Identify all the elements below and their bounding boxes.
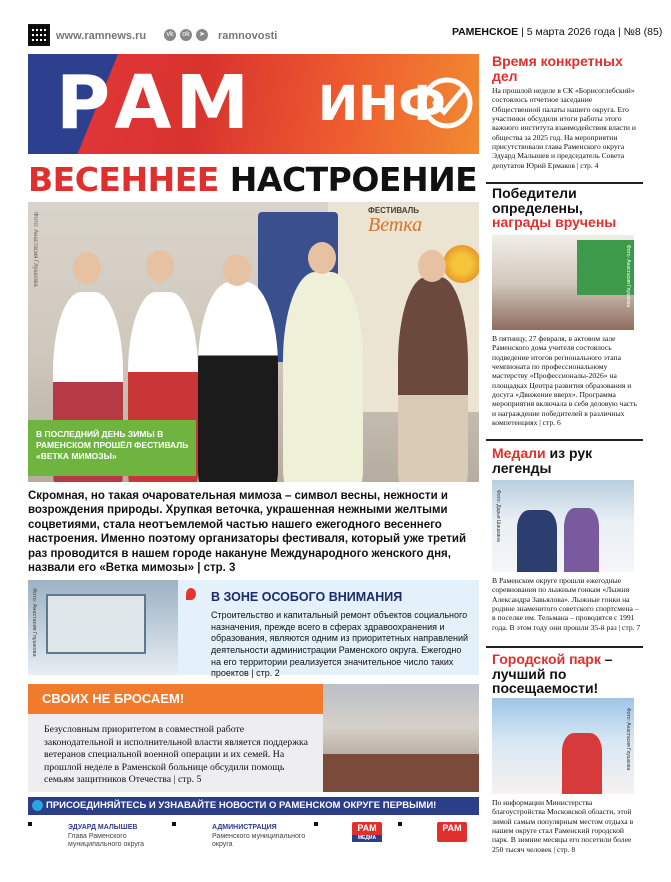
meeting-table [323, 754, 479, 792]
divider [486, 439, 643, 441]
telegram-icon[interactable]: ➤ [196, 29, 208, 41]
banner-title: Ветка [368, 214, 423, 236]
right-2-text: В пятницу, 27 февраля, в актовом зале Раменского дома учителя состоялось подведение итогов регионального этапа чемпионата по профессиональному мастерству «Профессионалы-2026» на площадках Центра развития образования и досуга «Движение вверх». Программа мероприятия включала в себя деловую часть и награждение победителей в различных компетенциях | стр. 6 [492, 334, 637, 427]
zone-photo [28, 580, 178, 675]
divider [486, 182, 643, 184]
contact-1-role: Глава Раменского муниципального округа [68, 833, 145, 849]
contact-1-name: ЭДУАРД МАЛЫШЕВ [68, 824, 138, 831]
main-headline [28, 160, 477, 199]
top-bar [0, 0, 671, 52]
right-4-credit: Фото: Анастасия Глушкова [625, 708, 631, 771]
person-head [308, 242, 336, 274]
location-pin-icon [186, 588, 196, 600]
site-link[interactable]: www.ramnews.ru [56, 30, 147, 42]
contact-2-role: Раменского муниципального округа [212, 833, 306, 849]
zone-photo-credit: Фото: Анастасия Глушкова [31, 588, 37, 657]
headline-black: НАСТРОЕНИЕ [229, 160, 478, 199]
right-2-photo[interactable] [492, 235, 634, 330]
ram-logo-text: РАМ [442, 823, 462, 833]
own-text: Безусловным приоритетом в совместной работе законодательной и исполнительной власти является поддержка ветеранов специальной военной операции и их семей. На прошлой неделе в Раменской больнице обсудили помощь семьям защитников Отечества | стр. 5 [28, 714, 323, 792]
ram-logo [437, 822, 467, 842]
headline-red: ВЕСЕННЕЕ [28, 160, 219, 199]
skier-figure [517, 510, 557, 572]
telegram-icon [32, 800, 43, 811]
qr-code-icon[interactable] [28, 822, 32, 826]
join-banner[interactable] [28, 797, 479, 815]
banner-text: ФЕСТИВАЛЬ [368, 206, 419, 215]
issue-date-number: | 5 марта 2026 года | №8 (85) [518, 26, 663, 38]
person-head [73, 252, 101, 284]
ram-media-logo [352, 822, 382, 842]
right-2-title-red: награды вручены [492, 214, 617, 231]
social-handle[interactable]: ramnovosti [218, 30, 278, 42]
person-head [418, 250, 446, 282]
qr-code-icon[interactable] [172, 822, 176, 826]
ok-icon[interactable]: ok [180, 29, 192, 41]
right-3-photo[interactable] [492, 480, 634, 572]
person-5 [398, 277, 468, 482]
right-3-text: В Раменском округе прошли ежегодные соревнования по лыжным гонкам «Лыжня Александра Завьялова». Лыжные гонки на родине знаменитого советского спортсмена – в поселке им. Тельмана – проводятся с 1991 года. В этом году они прошли 35-й раз | стр. 7 [492, 576, 641, 632]
person-head [223, 254, 251, 286]
zone-title[interactable]: В ЗОНЕ ОСОБОГО ВНИМАНИЯ [211, 590, 403, 604]
skier-figure [564, 508, 599, 572]
issue-place: РАМЕНСКОЕ [452, 26, 519, 38]
right-3-title[interactable] [492, 446, 642, 475]
right-1-title-red: Время конкретных [492, 53, 623, 69]
person-head [146, 250, 174, 282]
zone-text: Строительство и капитальный ремонт объектов социального назначения, прежде всего в сферах здравоохранения и образования, являются одним из приоритетных направлений деятельности администрации Раменского округа. Ежегодно на его территории реализуется значительное число таких проектов | стр. 2 [211, 610, 469, 679]
right-4-title[interactable] [492, 652, 642, 696]
logo-ram: РАМ [56, 60, 254, 146]
person-figure [562, 733, 602, 794]
article-own[interactable] [28, 684, 479, 792]
own-title[interactable]: СВОИХ НЕ БРОСАЕМ! [28, 684, 323, 714]
right-2-title[interactable] [492, 186, 642, 230]
person-4 [283, 272, 363, 482]
right-1-title[interactable] [492, 54, 642, 83]
right-4-text: По информации Министерства благоустройства Московской области, этой зимой самым популярным местом отдыха в нашем округе стал Раменский городской парк. В зимние месяцы его посетили более 250 тысяч человек | стр. 8 [492, 798, 634, 854]
checkmark-icon [420, 76, 474, 130]
photo-credit: Фото: Анастасия Глушкова [32, 212, 38, 287]
qr-code-icon[interactable] [314, 822, 318, 826]
contact-2-name: АДМИНИСТРАЦИЯ [212, 824, 277, 831]
lead-paragraph: Скромная, но такая очаровательная мимоза – символ весны, нежности и возрождения природы. Хрупкая веточка, украшенная нежными желтыми соцветиями, стала неотъемлемой частью нашего ежегодного весеннего настроения. Именно поэтому организаторы фестиваля, который уже третий раз проводится в нашем городе накануне Международного женского дня, назвали его «Ветка мимозы» | стр. 3 [28, 490, 467, 574]
right-4-title-red: Городской парк [492, 651, 601, 667]
right-1-title-black: дел [492, 67, 518, 84]
own-photo [323, 684, 479, 792]
right-3-title-red: Медали [492, 445, 546, 461]
logo-inf: ИНФ [318, 76, 446, 132]
right-3-title-black: из рук легенды [492, 445, 593, 476]
right-2-credit: Фото: Анастасия Глушкова [625, 245, 631, 308]
join-text: ПРИСОЕДИНЯЙТЕСЬ И УЗНАВАЙТЕ НОВОСТИ О РАМЕНСКОМ ОКРУГЕ ПЕРВЫМИ! [46, 800, 437, 811]
masthead-logo [28, 54, 479, 154]
ram-media-logo-sub: МЕДИА [352, 835, 382, 842]
right-1-text: На прошлой неделе в СК «Борисоглебский» состоялось отчетное заседание Общественной палаты нашего округа. Его участники обсудили итоги работы этого важного института взаимодействия власти и общества за 2025 год. На мероприятии присутствовали глава Раменского округа Эдуард Малышев и председатель Совета депутатов Юрий Ермаков | стр. 4 [492, 86, 636, 170]
article-zone[interactable] [28, 580, 479, 679]
qr-code-icon[interactable] [28, 24, 50, 46]
divider [486, 646, 643, 648]
right-4-title-black: – лучший по посещаемости! [492, 651, 613, 697]
vk-icon[interactable]: vk [164, 29, 176, 41]
right-2-title-black: Победители определены, [492, 185, 583, 216]
right-4-photo[interactable] [492, 698, 634, 794]
person-3 [198, 282, 278, 482]
photo-caption: В ПОСЛЕДНИЙ ДЕНЬ ЗИМЫ В РАМЕНСКОМ ПРОШЁЛ ФЕСТИВАЛЬ «ВЕТКА МИМОЗЫ» [28, 420, 196, 476]
construction-sign [46, 594, 146, 654]
right-3-credit: Фото: Дарья Шишкина [495, 490, 501, 542]
ram-media-logo-text: РАМ [357, 823, 377, 833]
qr-code-icon[interactable] [398, 822, 402, 826]
issue-info [452, 26, 662, 38]
